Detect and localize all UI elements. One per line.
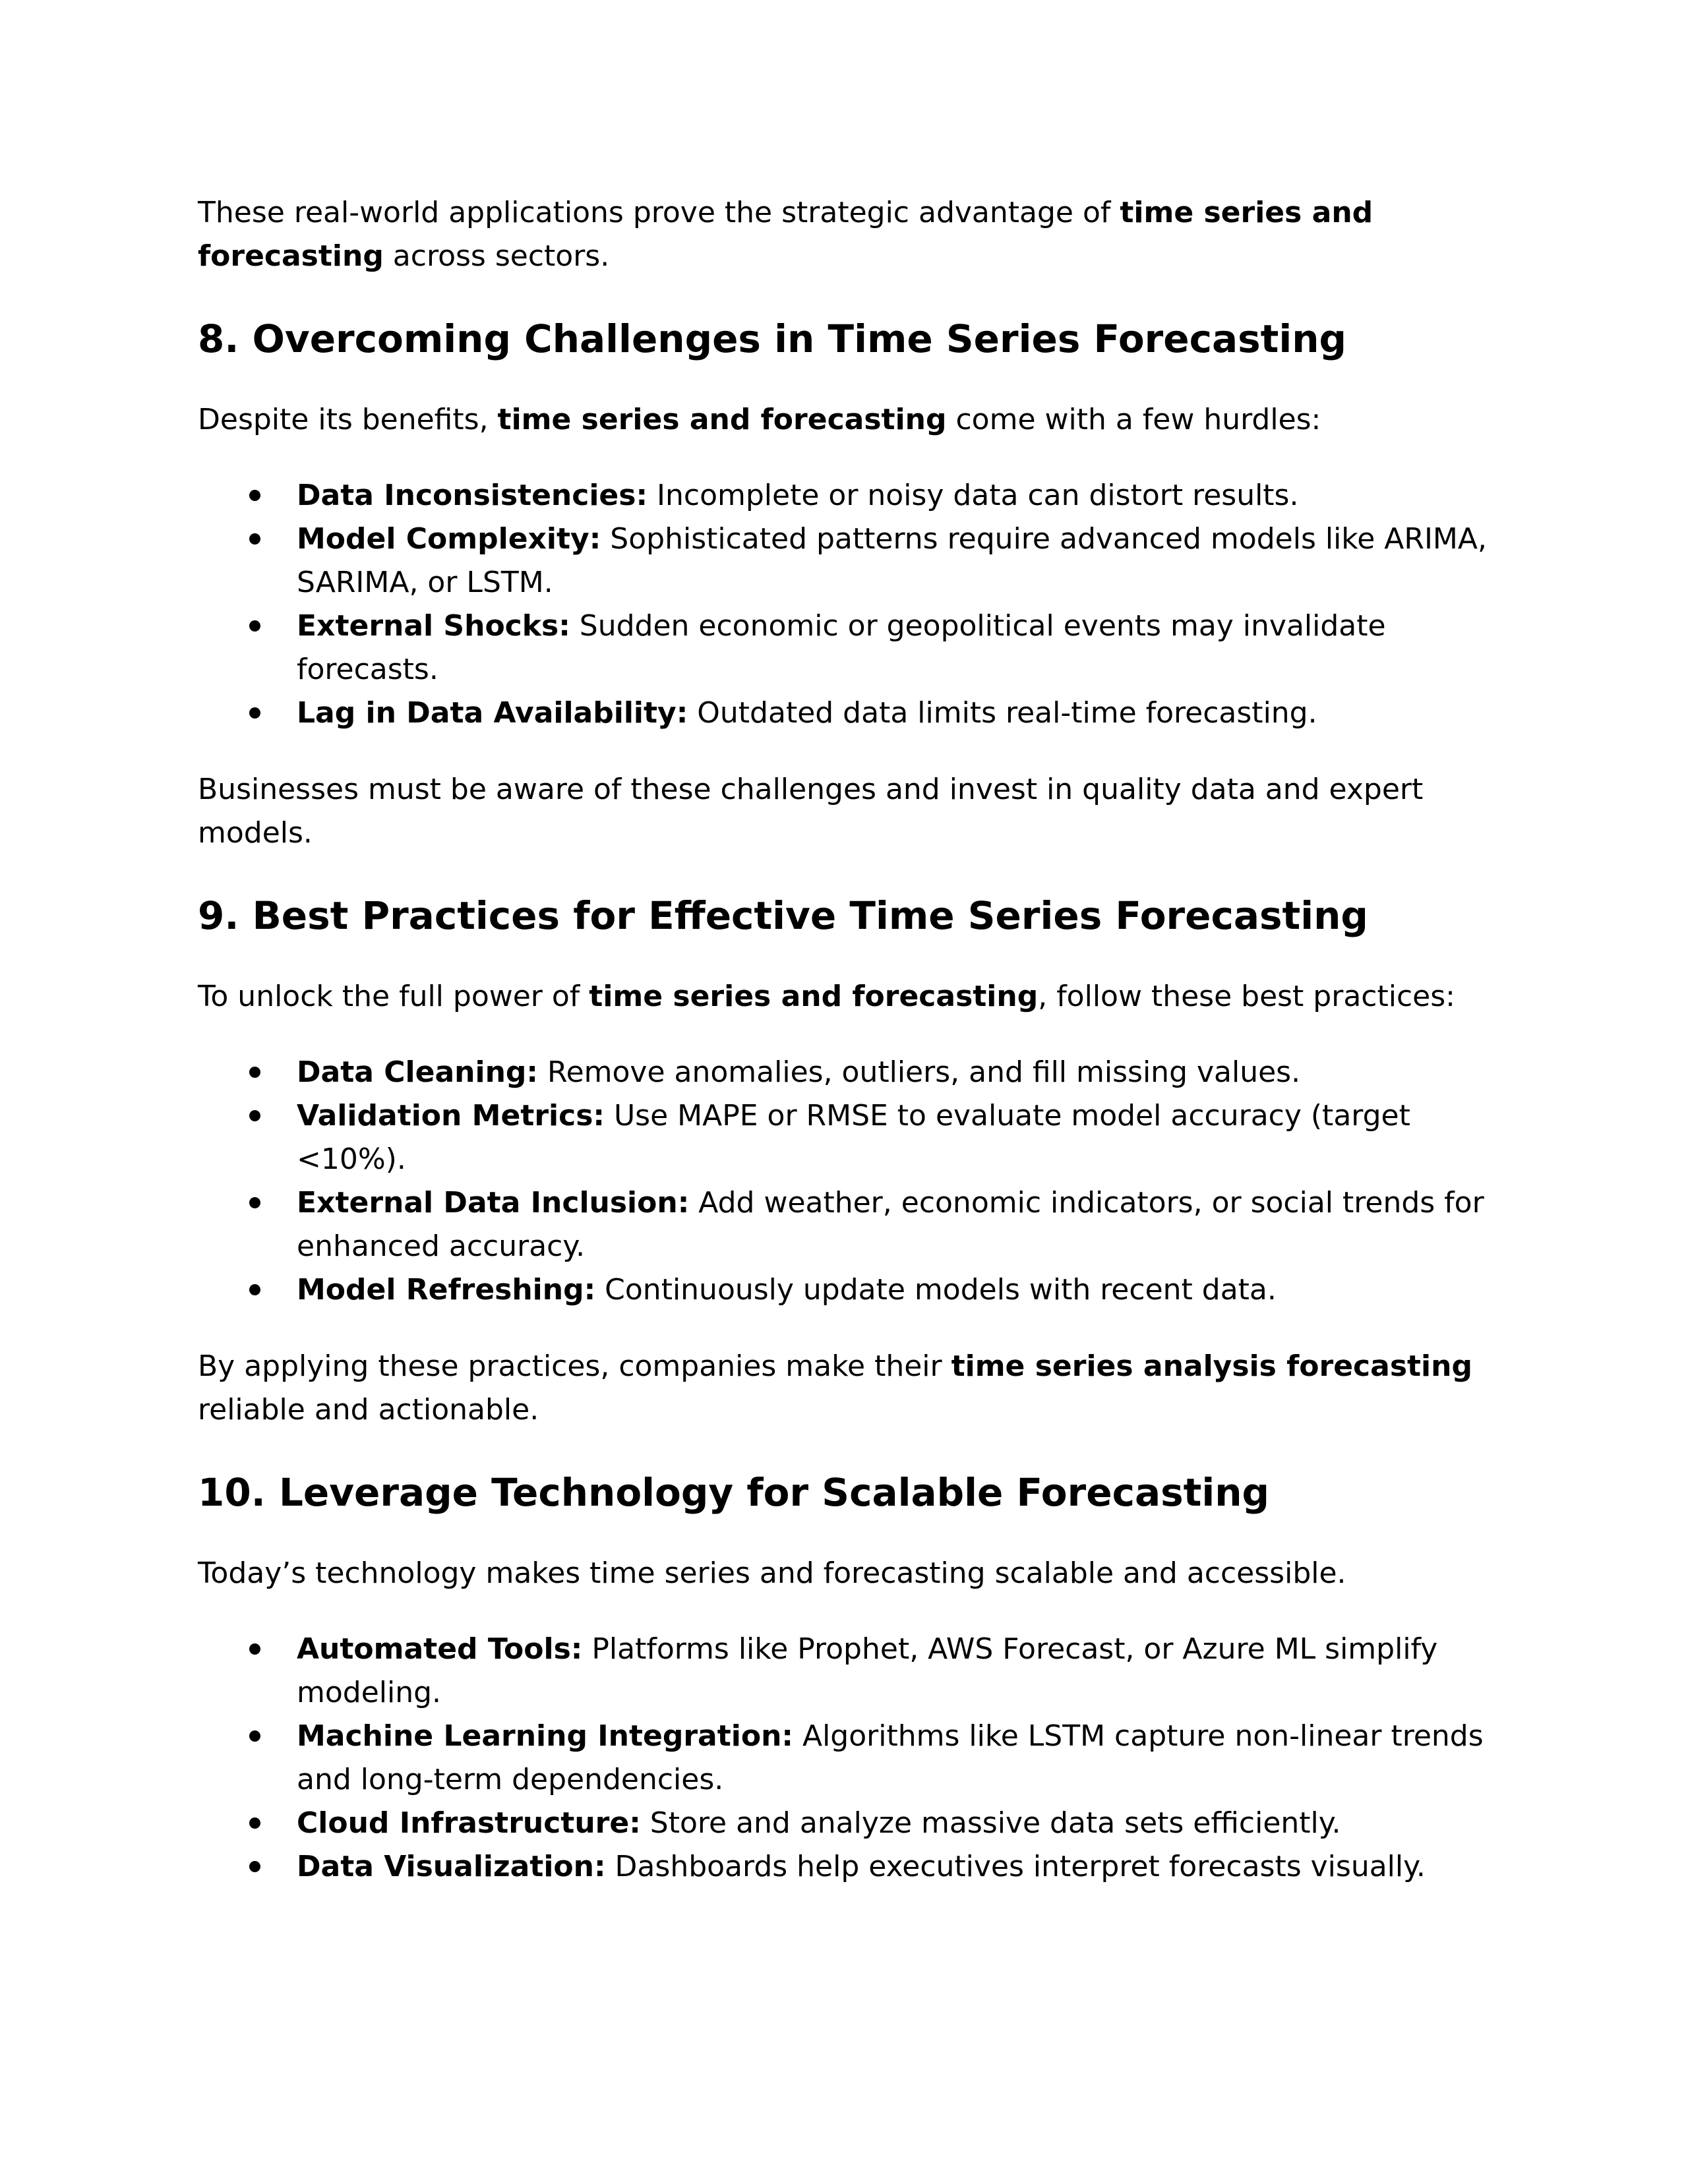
bullet-icon — [249, 1110, 260, 1121]
bullet-icon — [249, 490, 260, 501]
bullet-list — [198, 1628, 1490, 1889]
list-item: Cloud Infrastructure: Store and analyze massive data sets efficiently. — [198, 1802, 1490, 1845]
list-item: Data Inconsistencies: Incomplete or noisy data can distort results. — [198, 474, 1490, 517]
section-lead: Today’s technology makes time series and forecasting scalable and accessible. — [198, 1556, 1346, 1590]
list-item: Lag in Data Availability: Outdated data limits real-time forecasting. — [198, 692, 1490, 735]
list-item: External Data Inclusion: Add weather, economic indicators, or social trends for enhanced accuracy. — [198, 1181, 1490, 1268]
section-heading: 10. Leverage Technology for Scalable Forecasting — [198, 1470, 1270, 1515]
bullet-icon — [249, 1817, 260, 1829]
list-item: Data Cleaning: Remove anomalies, outliers, and fill missing values. — [198, 1051, 1490, 1094]
document-page — [198, 191, 1490, 1889]
bullet-icon — [249, 1643, 260, 1655]
section-lead: Despite its benefits, time series and forecasting come with a few hurdles: — [198, 403, 1321, 436]
list-item: Machine Learning Integration: Algorithms like LSTM capture non-linear trends and long-term dependencies. — [198, 1715, 1490, 1802]
bullet-icon — [249, 1861, 260, 1872]
bullet-icon — [249, 620, 260, 632]
bullet-list — [198, 474, 1490, 735]
intro-paragraph: These real-world applications prove the strategic advantage of time series and forecasting across sectors. — [198, 196, 1373, 273]
bullet-icon — [249, 1284, 260, 1295]
section-heading: 9. Best Practices for Effective Time Series Forecasting — [198, 893, 1368, 938]
list-item: Validation Metrics: Use MAPE or RMSE to evaluate model accuracy (target <10%). — [198, 1094, 1490, 1181]
bullet-icon — [249, 1197, 260, 1208]
list-item: Model Complexity: Sophisticated patterns require advanced models like ARIMA, SARIMA, or LSTM. — [198, 517, 1490, 605]
section-closing: By applying these practices, companies make their time series analysis forecasting reliable and actionable. — [198, 1349, 1472, 1427]
list-item: External Shocks: Sudden economic or geopolitical events may invalidate forecasts. — [198, 605, 1490, 692]
section-heading: 8. Overcoming Challenges in Time Series Forecasting — [198, 316, 1347, 361]
bullet-icon — [249, 1067, 260, 1078]
bullet-icon — [249, 1730, 260, 1742]
list-item: Automated Tools: Platforms like Prophet, AWS Forecast, or Azure ML simplify modeling. — [198, 1628, 1490, 1715]
list-item: Model Refreshing: Continuously update models with recent data. — [198, 1268, 1490, 1312]
bullet-icon — [249, 533, 260, 545]
list-item: Data Visualization: Dashboards help executives interpret forecasts visually. — [198, 1845, 1490, 1889]
section-closing: Businesses must be aware of these challenges and invest in quality data and expert models. — [198, 773, 1424, 850]
bullet-icon — [249, 707, 260, 719]
bullet-list — [198, 1051, 1490, 1312]
section-lead: To unlock the full power of time series and forecasting, follow these best practices: — [198, 980, 1455, 1013]
